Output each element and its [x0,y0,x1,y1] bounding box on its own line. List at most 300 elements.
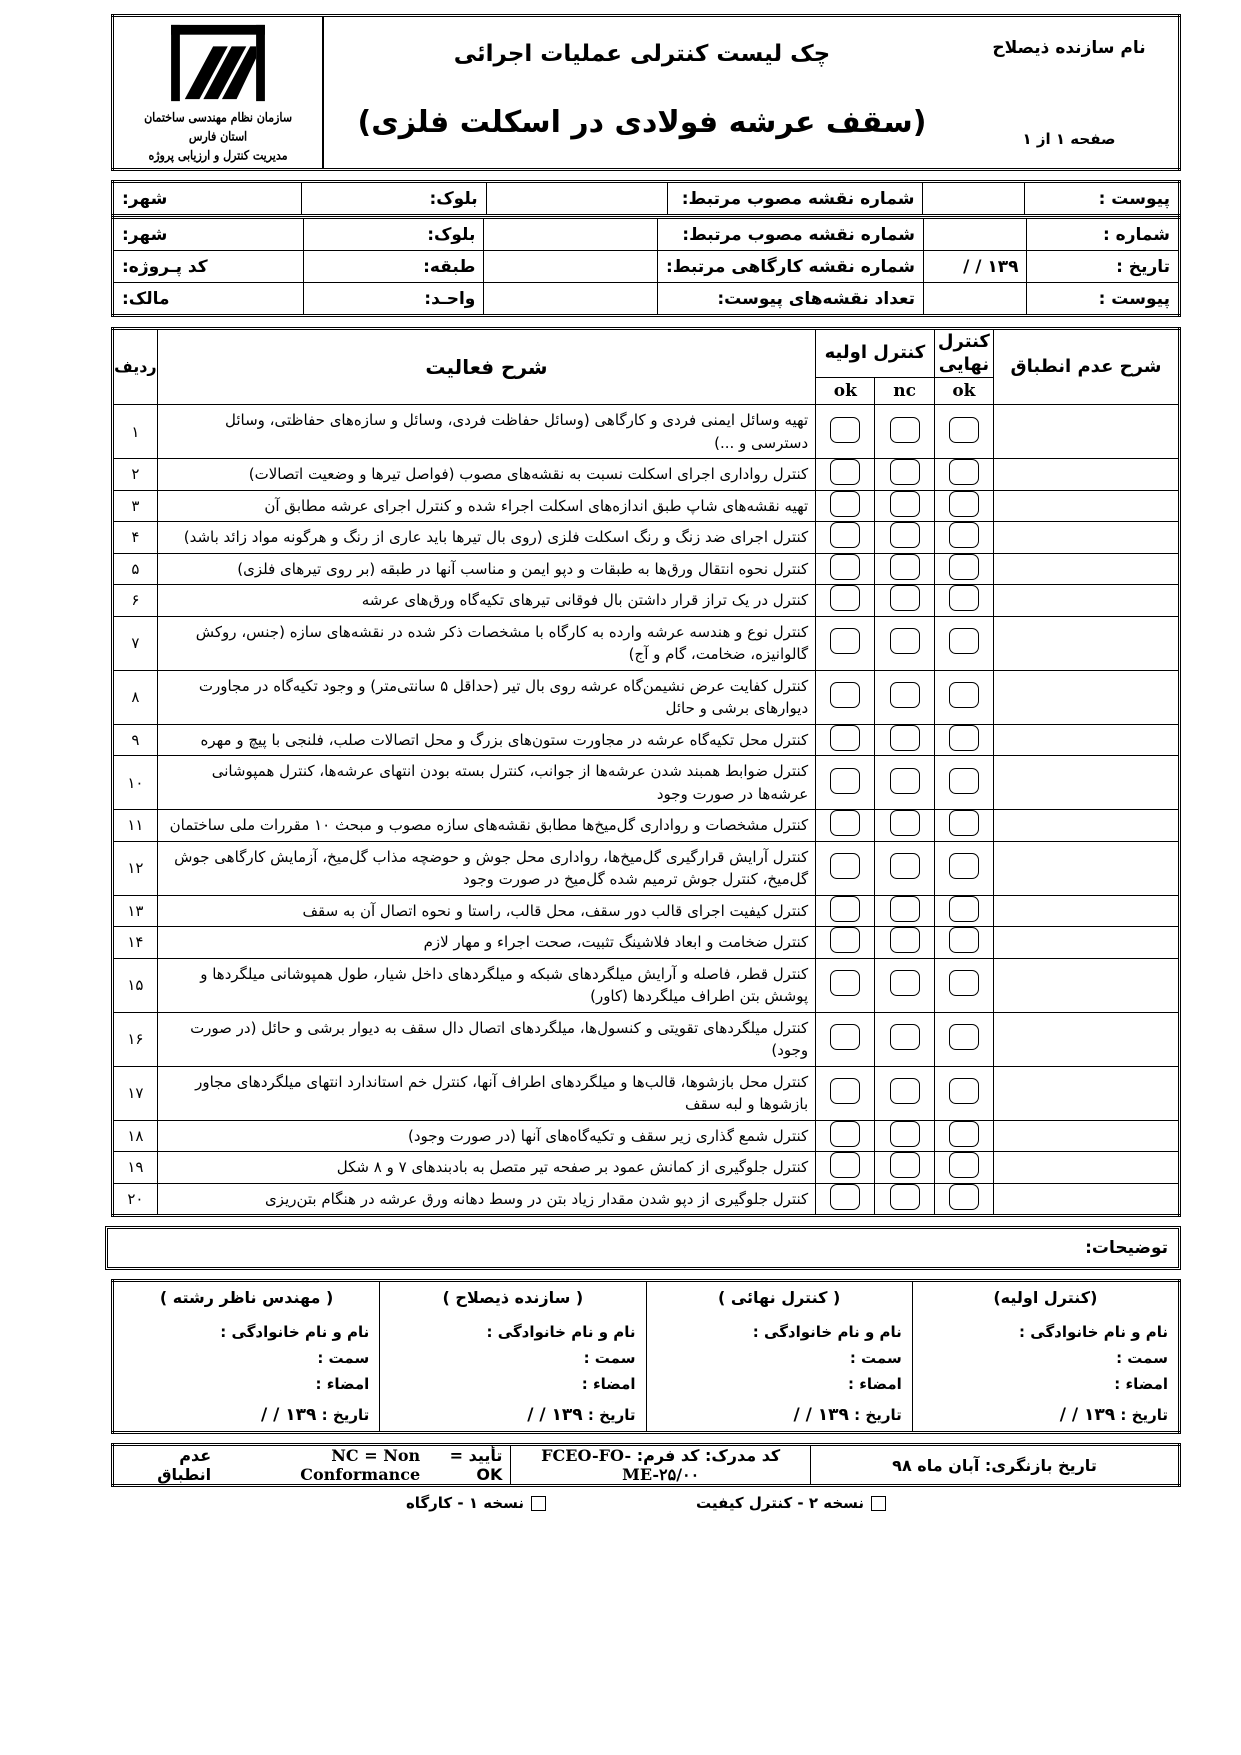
row-checkbox-cell-nc[interactable] [875,841,934,895]
approved-plan-input[interactable] [484,218,658,251]
row-nonconformance-desc[interactable] [994,810,1180,842]
row-activity-text: تهیه نقشه‌های شاپ طبق اندازه‌های اسکلت اجراء شده و کنترل اجرای عرشه مطابق آن [157,490,815,522]
row-activity-text: کنترل کفایت عرض نشیمن‌گاه عرشه روی بال تیر (حداقل ۵ سانتی‌متر) و وجود تکیه‌گاه در مجاورت دیوارهای برشی و حائل [157,670,815,724]
row-nonconformance-desc[interactable] [994,459,1180,491]
row-activity-text: کنترل رواداری اجرای اسکلت نسبت به نقشه‌های مصوب (فواصل تیرها و وضعیت اتصالات) [157,459,815,491]
checkbox-final-ok-icon[interactable] [949,725,979,751]
checkbox-initial-ok-icon[interactable] [830,1152,860,1178]
copy-1-label: نسخه ۱ - کارگاه [405,1494,525,1513]
page-title: چک لیست کنترلی عملیات اجرائی [453,40,831,67]
signature-date-field[interactable] [657,1393,902,1425]
signature-date-value: ۱۳۹ / / [261,1405,317,1426]
row-checkbox-cell-initial-ok[interactable] [816,1183,875,1216]
approved-plan-value[interactable] [486,182,667,216]
row-index: ۱۶ [113,1012,158,1066]
row-checkbox-cell-initial-ok[interactable] [816,405,875,459]
checkbox-nc-icon[interactable] [890,896,920,922]
checkbox-initial-ok-icon[interactable] [830,682,860,708]
row-checkbox-cell-nc[interactable] [875,459,934,491]
row-nonconformance-desc[interactable] [994,927,1180,959]
checklist-row [113,459,1180,491]
row-checkbox-cell-nc[interactable] [875,616,934,670]
row-nonconformance-desc[interactable] [994,756,1180,810]
checkbox-initial-ok-icon[interactable] [830,1024,860,1050]
row-checkbox-cell-initial-ok[interactable] [816,459,875,491]
col-header-initial-control: کنترل اولیه [816,329,935,378]
row-activity-text: کنترل اجرای ضد زنگ و رنگ اسکلت فلزی (روی بال تیرها باید عاری از رنگ و هرگونه مواد زائد باشد) [157,522,815,554]
row-checkbox-cell-final-ok[interactable] [934,1120,993,1152]
row-index: ۲۰ [113,1183,158,1216]
checkbox-final-ok-icon[interactable] [949,927,979,953]
info-row-date [113,251,1180,283]
checkbox-initial-ok-icon[interactable] [830,725,860,751]
row-checkbox-cell-nc[interactable] [875,1012,934,1066]
row-checkbox-cell-nc[interactable] [875,810,934,842]
logo-caption-line-3: مدیریت کنترل و ارزیابی پروژه [148,148,288,163]
row-nonconformance-desc[interactable] [994,1120,1180,1152]
legend-nc: NC = Non Conformance [300,1446,421,1485]
row-checkbox-cell-nc[interactable] [875,1120,934,1152]
checkbox-final-ok-icon[interactable] [949,1152,979,1178]
signature-date-label: تاریخ : [854,1406,902,1425]
checkbox-final-ok-icon[interactable] [949,522,979,548]
row-nonconformance-desc[interactable] [994,616,1180,670]
signature-name-field[interactable]: نام و نام خانوادگی : [220,1323,370,1342]
row-index: ۱۹ [113,1152,158,1184]
signature-date-label: تاریخ : [321,1406,370,1425]
row-checkbox-cell-final-ok[interactable] [934,1066,993,1120]
row-activity-text: تهیه وسائل ایمنی فردی و کارگاهی (وسائل حفاظت فردی، وسائل و سازه‌های حفاظتی، وسائل دسترسی و ...) [157,405,815,459]
workshop-plan-field[interactable]: شماره نقشه کارگاهی مرتبط: [657,251,923,283]
row-checkbox-cell-nc[interactable] [875,585,934,617]
signature-sign-field[interactable]: امضاء : [1114,1375,1168,1394]
checklist-row [113,1152,1180,1184]
row-checkbox-cell-initial-ok[interactable] [816,895,875,927]
checkbox-initial-ok-icon[interactable] [830,768,860,794]
signature-role-field[interactable]: سمت : [317,1349,370,1368]
checkbox-nc-icon[interactable] [890,554,920,580]
col-header-index: ردیف [113,329,158,405]
row-nonconformance-desc[interactable] [994,670,1180,724]
block-label-2[interactable]: بلوک: [304,218,484,251]
logo-caption-line-1: سازمان نظام مهندسی ساختمان [144,110,292,125]
row-index: ۱ [113,405,158,459]
checkbox-initial-ok-icon[interactable] [830,970,860,996]
row-checkbox-cell-final-ok[interactable] [934,958,993,1012]
row-checkbox-cell-initial-ok[interactable] [816,958,875,1012]
header-logo-block [113,16,324,170]
row-activity-text: کنترل شمع گذاری زیر سقف و تکیه‌گاه‌های آنها (در صورت وجود) [157,1120,815,1152]
row-nonconformance-desc[interactable] [994,1183,1180,1216]
info-row-number [113,218,1180,251]
checklist-row [113,1120,1180,1152]
checkbox-nc-icon[interactable] [890,1078,920,1104]
attachment-value-2[interactable] [924,283,1027,316]
signature-name-field[interactable]: نام و نام خانوادگی : [486,1323,636,1342]
project-info-grid [111,180,1181,217]
col-header-final-control: کنترل نهایی [934,329,993,378]
signature-column [380,1281,646,1433]
row-index: ۱۰ [113,756,158,810]
legend-status-codes [113,1445,511,1486]
row-checkbox-cell-initial-ok[interactable] [816,670,875,724]
row-nonconformance-desc[interactable] [994,724,1180,756]
checklist-row [113,724,1180,756]
row-checkbox-cell-nc[interactable] [875,927,934,959]
row-checkbox-cell-initial-ok[interactable] [816,724,875,756]
signature-date-field[interactable] [124,1393,369,1425]
row-checkbox-cell-final-ok[interactable] [934,756,993,810]
legend-ok: تأیید = OK [449,1446,503,1485]
checkbox-initial-ok-icon[interactable] [830,585,860,611]
col-subheader-ok-final: ok [934,378,993,405]
col-subheader-ok-initial: ok [816,378,875,405]
row-activity-text: کنترل جلوگیری از کمانش عمود بر صفحه تیر متصل به بادبندهای ۷ و ۸ شکل [157,1152,815,1184]
checkbox-initial-ok-icon[interactable] [830,491,860,517]
checkbox-nc-icon[interactable] [890,1024,920,1050]
row-checkbox-cell-initial-ok[interactable] [816,490,875,522]
checkbox-initial-ok-icon[interactable] [830,810,860,836]
checkbox-final-ok-icon[interactable] [949,417,979,443]
row-checkbox-cell-final-ok[interactable] [934,522,993,554]
row-index: ۲ [113,459,158,491]
row-checkbox-cell-final-ok[interactable] [934,585,993,617]
row-activity-text: کنترل ضخامت و ابعاد فلاشینگ تثبیت، صحت اجراء و مهار لازم [157,927,815,959]
row-index: ۱۳ [113,895,158,927]
checkbox-final-ok-icon[interactable] [949,1024,979,1050]
checkbox-nc-icon[interactable] [890,491,920,517]
signature-section [111,1279,1181,1434]
checklist-row [113,553,1180,585]
row-index: ۱۴ [113,927,158,959]
signature-date-label: تاریخ : [587,1406,636,1425]
legend-doc-code-label: کد مدرک: کد فرم: [636,1446,781,1466]
checklist-head [113,329,1180,405]
attachment-field-2[interactable]: پیوست : [1027,283,1180,316]
copy-2-checkbox-icon[interactable] [871,1496,886,1511]
copy-option-2[interactable] [696,1494,886,1512]
checkbox-nc-icon[interactable] [890,628,920,654]
row-nonconformance-desc[interactable] [994,553,1180,585]
row-checkbox-cell-nc[interactable] [875,553,934,585]
row-index: ۱۱ [113,810,158,842]
row-checkbox-cell-nc[interactable] [875,405,934,459]
checkbox-initial-ok-icon[interactable] [830,853,860,879]
attached-count-field[interactable]: تعداد نقشه‌های پیوست: [657,283,923,316]
row-checkbox-cell-initial-ok[interactable] [816,616,875,670]
row-checkbox-cell-nc[interactable] [875,490,934,522]
checkbox-nc-icon[interactable] [890,927,920,953]
checkbox-final-ok-icon[interactable] [949,1121,979,1147]
signature-role-field[interactable]: سمت : [583,1349,636,1368]
legend-review-date: تاریخ بازنگری: آبان ماه ۹۸ [811,1445,1180,1486]
attachment-value[interactable] [923,182,1024,216]
row-index: ۱۵ [113,958,158,1012]
signature-title: ( مهندس ناظر رشته ) [159,1288,334,1308]
row-checkbox-cell-final-ok[interactable] [934,1152,993,1184]
checkbox-nc-icon[interactable] [890,1184,920,1210]
workshop-plan-value[interactable] [484,251,658,283]
checkbox-nc-icon[interactable] [890,725,920,751]
checklist-row [113,522,1180,554]
project-code-field[interactable]: کد پـروژه: [113,251,304,283]
checklist-row [113,670,1180,724]
checkbox-initial-ok-icon[interactable] [830,1078,860,1104]
header-title-block [323,16,960,170]
row-checkbox-cell-nc[interactable] [875,958,934,1012]
row-checkbox-cell-nc[interactable] [875,1066,934,1120]
row-nonconformance-desc[interactable] [994,522,1180,554]
row-index: ۸ [113,670,158,724]
row-nonconformance-desc[interactable] [994,1012,1180,1066]
checkbox-initial-ok-icon[interactable] [830,927,860,953]
signature-date-value: ۱۳۹ / / [527,1405,583,1426]
checkbox-final-ok-icon[interactable] [949,585,979,611]
checklist-table [111,327,1181,1217]
checkbox-nc-icon[interactable] [890,1152,920,1178]
checklist-row [113,756,1180,810]
row-activity-text: کنترل جلوگیری از دپو شدن مقدار زیاد بتن در وسط دهانه ورق عرشه در هنگام بتن‌ریزی [157,1183,815,1216]
row-activity-text: کنترل ضوابط همبند شدن عرشه‌ها از جوانب، کنترل بسته بودن انتهای عرشه‌ها، کنترل همپوشانی عرشه‌ها در صورت وجود [157,756,815,810]
row-checkbox-cell-nc[interactable] [875,724,934,756]
row-checkbox-cell-final-ok[interactable] [934,670,993,724]
checklist-row [113,585,1180,617]
checklist-row [113,841,1180,895]
approved-plan-label-2[interactable]: شماره نقشه مصوب مرتبط: [657,218,923,251]
checklist-row [113,1012,1180,1066]
checkbox-nc-icon[interactable] [890,810,920,836]
checklist-row [113,1183,1180,1216]
row-checkbox-cell-initial-ok[interactable] [816,522,875,554]
checklist-row [113,1066,1180,1120]
checkbox-final-ok-icon[interactable] [949,459,979,485]
signature-title: ( کنترل نهائی ) [717,1288,841,1308]
checkbox-final-ok-icon[interactable] [949,628,979,654]
checkbox-nc-icon[interactable] [890,522,920,548]
row-checkbox-cell-initial-ok[interactable] [816,756,875,810]
row-activity-text: کنترل نحوه انتقال ورق‌ها به طبقات و دپو ایمن و مناسب آنها در طبقه (بر روی تیرهای فلزی) [157,553,815,585]
checklist-row [113,405,1180,459]
row-checkbox-cell-initial-ok[interactable] [816,585,875,617]
row-nonconformance-desc[interactable] [994,585,1180,617]
row-activity-text: کنترل کیفیت اجرای قالب دور سقف، محل قالب، راستا و نحوه اتصال آن به سقف [157,895,815,927]
row-checkbox-cell-final-ok[interactable] [934,724,993,756]
signature-date-value: ۱۳۹ / / [793,1405,849,1426]
number-value[interactable] [924,218,1027,251]
row-checkbox-cell-initial-ok[interactable] [816,1012,875,1066]
date-value[interactable]: ۱۳۹ / / [924,251,1027,283]
legend-doc-code-value: FCEO-FO-ME-۲۵/۰۰ [541,1446,700,1485]
row-checkbox-cell-initial-ok[interactable] [816,553,875,585]
row-index: ۴ [113,522,158,554]
row-nonconformance-desc[interactable] [994,841,1180,895]
checkbox-nc-icon[interactable] [890,682,920,708]
row-checkbox-cell-final-ok[interactable] [934,810,993,842]
logo-caption-line-2: استان فارس [188,129,248,144]
checklist-row [113,895,1180,927]
block-field[interactable]: بلوک: [302,182,486,216]
checkbox-initial-ok-icon[interactable] [830,459,860,485]
checkbox-initial-ok-icon[interactable] [830,554,860,580]
signature-sign-field[interactable]: امضاء : [315,1375,370,1394]
checkbox-nc-icon[interactable] [890,853,920,879]
owner-field[interactable]: مالک: [113,283,304,316]
checkbox-nc-icon[interactable] [890,585,920,611]
row-checkbox-cell-initial-ok[interactable] [816,1066,875,1120]
checkbox-initial-ok-icon[interactable] [830,1184,860,1210]
signature-name-field[interactable]: نام و نام خانوادگی : [752,1323,902,1342]
checklist-row [113,810,1180,842]
row-checkbox-cell-nc[interactable] [875,1183,934,1216]
signature-sign-field[interactable]: امضاء : [848,1375,902,1394]
row-checkbox-cell-final-ok[interactable] [934,490,993,522]
row-checkbox-cell-nc[interactable] [875,522,934,554]
row-checkbox-cell-initial-ok[interactable] [816,927,875,959]
row-checkbox-cell-nc[interactable] [875,1152,934,1184]
header-side-block [960,16,1180,170]
unit-field[interactable]: واحـد: [304,283,484,316]
checkbox-final-ok-icon[interactable] [949,810,979,836]
row-checkbox-cell-nc[interactable] [875,756,934,810]
row-nonconformance-desc[interactable] [994,490,1180,522]
attachment-field[interactable]: پیوست : [1024,182,1179,216]
info-row-attachment [113,283,1180,316]
signature-name-field[interactable]: نام و نام خانوادگی : [1019,1323,1168,1342]
notes-section[interactable] [105,1226,1181,1270]
approved-plan-field[interactable]: شماره نقشه مصوب مرتبط: [667,182,923,216]
checkbox-initial-ok-icon[interactable] [830,417,860,443]
checklist-row [113,958,1180,1012]
row-checkbox-cell-final-ok[interactable] [934,1183,993,1216]
copy-option-1[interactable] [406,1494,546,1512]
col-header-activity: شرح فعالیت [157,329,815,405]
checkbox-final-ok-icon[interactable] [949,1078,979,1104]
checkbox-nc-icon[interactable] [890,768,920,794]
signature-row [113,1281,1180,1433]
row-checkbox-cell-final-ok[interactable] [934,895,993,927]
row-checkbox-cell-nc[interactable] [875,670,934,724]
checkbox-initial-ok-icon[interactable] [830,896,860,922]
page-number-label: صفحه ۱ از ۱ [1022,129,1116,148]
signature-date-value: ۱۳۹ / / [1059,1405,1116,1426]
row-checkbox-cell-initial-ok[interactable] [816,1120,875,1152]
signature-role-field[interactable]: سمت : [849,1349,902,1368]
row-index: ۷ [113,616,158,670]
signature-date-field[interactable] [390,1393,635,1425]
checkbox-final-ok-icon[interactable] [949,1184,979,1210]
checkbox-final-ok-icon[interactable] [949,970,979,996]
row-nonconformance-desc[interactable] [994,1152,1180,1184]
row-activity-text: کنترل محل تکیه‌گاه عرشه در مجاورت ستون‌های بزرگ و محل اتصالات صلب، فلنجی با پیچ و مهره [157,724,815,756]
copies-row [111,1494,1181,1512]
checkbox-nc-icon[interactable] [890,970,920,996]
row-activity-text: کنترل آرایش قرارگیری گل‌میخ‌ها، رواداری محل جوش و حوضچه مذاب گل‌میخ، آزمایش کارگاهی جوش گل‌میخ، کنترل جوش ترمیم شده گل‌میخ در صورت وجود [157,841,815,895]
checklist-row [113,616,1180,670]
row-index: ۹ [113,724,158,756]
col-subheader-nc: nc [875,378,934,405]
row-nonconformance-desc[interactable] [994,958,1180,1012]
row-checkbox-cell-final-ok[interactable] [934,616,993,670]
checkbox-nc-icon[interactable] [890,459,920,485]
row-nonconformance-desc[interactable] [994,405,1180,459]
organization-logo-icon [159,21,277,107]
row-index: ۱۷ [113,1066,158,1120]
row-checkbox-cell-final-ok[interactable] [934,405,993,459]
col-header-nonconformance-desc: شرح عدم انطباق [994,329,1180,405]
checkbox-nc-icon[interactable] [890,1121,920,1147]
checklist-body [113,405,1180,1216]
checkbox-initial-ok-icon[interactable] [830,628,860,654]
signature-title: (کنترل اولیه) [993,1288,1098,1308]
checkbox-initial-ok-icon[interactable] [830,522,860,548]
project-info-grid-rows [111,216,1181,317]
legend-nonconformance-label: عدم انطباق [157,1446,212,1485]
signature-role-field[interactable]: سمت : [1116,1349,1168,1368]
checkbox-final-ok-icon[interactable] [949,768,979,794]
row-nonconformance-desc[interactable] [994,1066,1180,1120]
city-label-2[interactable]: شهر: [113,218,304,251]
row-activity-text: کنترل نوع و هندسه عرشه وارده به کارگاه با مشخصات ذکر شده در نقشه‌های سازه (جنس، روکش گالوانیزه، ضخامت، گام و آج) [157,616,815,670]
row-checkbox-cell-nc[interactable] [875,895,934,927]
row-checkbox-cell-initial-ok[interactable] [816,841,875,895]
row-checkbox-cell-final-ok[interactable] [934,841,993,895]
row-activity-text: کنترل محل بازشوها، قالب‌ها و میلگردهای اطراف آنها، کنترل خم استاندارد انتهای میلگردهای مجاور بازشوها و لبه سقف [157,1066,815,1120]
checkbox-final-ok-icon[interactable] [949,491,979,517]
legend-bar [111,1443,1181,1487]
builder-name-label: نام سازنده ذیصلاح [992,37,1146,58]
copy-2-label: نسخه ۲ - کنترل کیفیت [696,1494,865,1513]
row-index: ۱۸ [113,1120,158,1152]
signature-sign-field[interactable]: امضاء : [581,1375,636,1394]
signature-column [646,1281,912,1433]
checkbox-final-ok-icon[interactable] [949,682,979,708]
number-field[interactable]: شماره : [1027,218,1180,251]
row-checkbox-cell-final-ok[interactable] [934,927,993,959]
signature-date-label: تاریخ : [1120,1406,1168,1425]
checklist-row [113,927,1180,959]
attached-count-value[interactable] [484,283,658,316]
checkbox-final-ok-icon[interactable] [949,853,979,879]
row-checkbox-cell-final-ok[interactable] [934,459,993,491]
row-nonconformance-desc[interactable] [994,895,1180,927]
row-activity-text: کنترل مشخصات و رواداری گل‌میخ‌ها مطابق نقشه‌های سازه مصوب و مبحث ۱۰ مقررات ملی ساختمان [157,810,815,842]
city-field[interactable]: شهر: [113,182,302,216]
row-checkbox-cell-initial-ok[interactable] [816,1152,875,1184]
row-checkbox-cell-final-ok[interactable] [934,553,993,585]
signature-date-field[interactable] [923,1393,1168,1425]
row-checkbox-cell-final-ok[interactable] [934,1012,993,1066]
row-index: ۵ [113,553,158,585]
document-header [111,14,1181,171]
checkbox-final-ok-icon[interactable] [949,896,979,922]
checkbox-initial-ok-icon[interactable] [830,1121,860,1147]
checkbox-nc-icon[interactable] [890,417,920,443]
legend-doc-code [511,1445,811,1486]
info-row-1 [113,182,1180,216]
checkbox-final-ok-icon[interactable] [949,554,979,580]
signature-column [113,1281,380,1433]
notes-label: توضیحات: [1085,1238,1168,1259]
row-index: ۱۲ [113,841,158,895]
row-activity-text: کنترل قطر، فاصله و آرایش میلگردهای شبکه و میلگردهای داخل شیار، طول همپوشانی میلگردها و پوشش بتن اطراف میلگردها (کاور) [157,958,815,1012]
row-activity-text: کنترل در یک تراز قرار داشتن بال فوقانی تیرهای تکیه‌گاه ورق‌های عرشه [157,585,815,617]
row-activity-text: کنترل میلگردهای تقویتی و کنسول‌ها، میلگردهای اتصال دال سقف به دیوار برشی و حائل (در صورت وجود) [157,1012,815,1066]
floor-field[interactable]: طبقه: [304,251,484,283]
copy-1-checkbox-icon[interactable] [531,1496,546,1511]
signature-title: ( سازنده ذیصلاح ) [442,1288,584,1308]
row-checkbox-cell-initial-ok[interactable] [816,810,875,842]
date-field[interactable]: تاریخ : [1027,251,1180,283]
